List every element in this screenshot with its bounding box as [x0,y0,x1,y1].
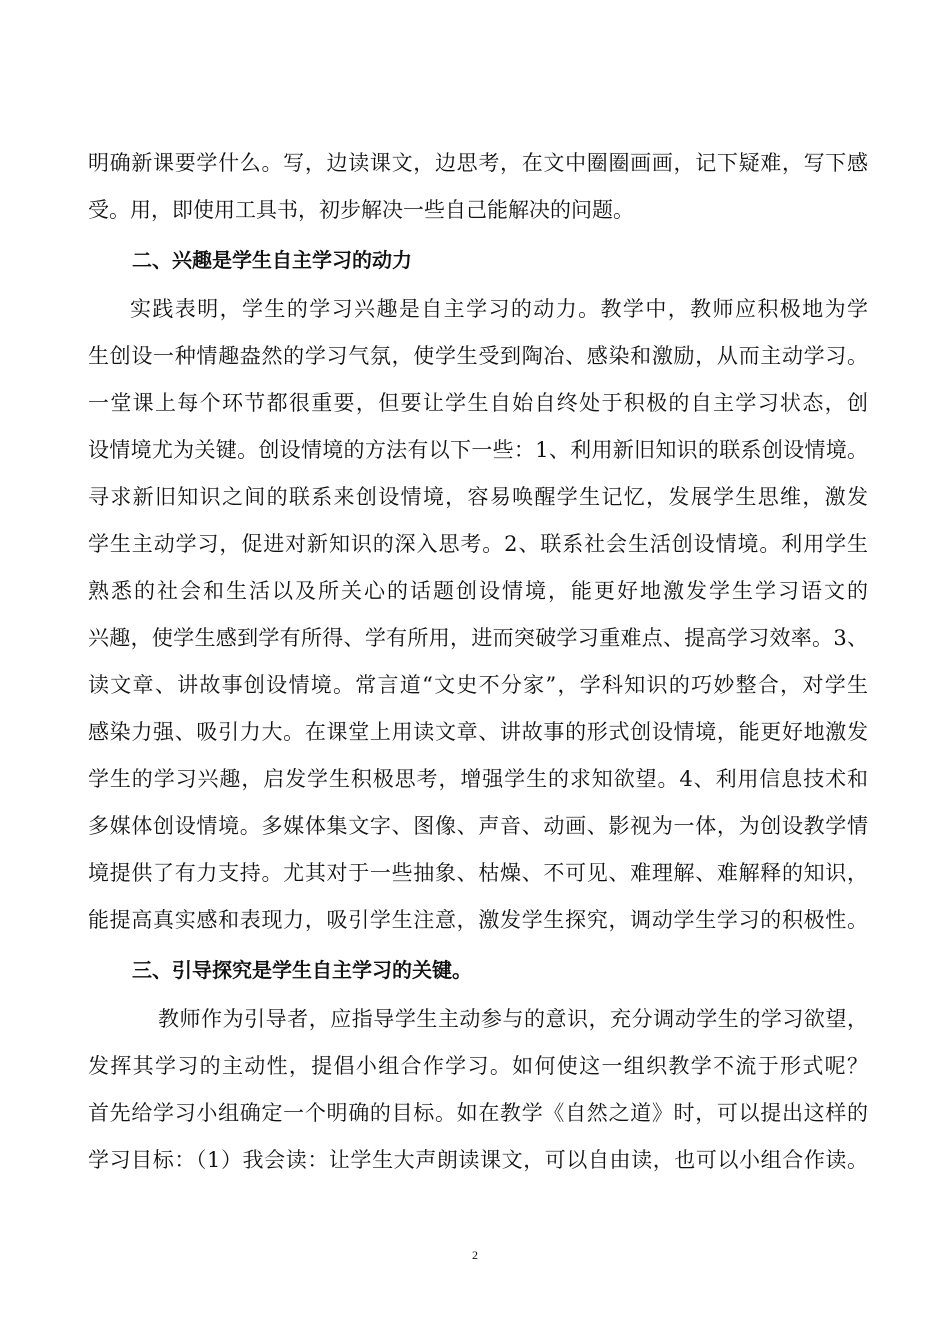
paragraph-line: 学生的学习兴趣，启发学生积极思考，增强学生的求知欲望。4、利用信息技术和 [88,767,868,791]
page-number: 2 [472,1248,478,1262]
paragraph-line: 学习目标：（1）我会读：让学生大声朗读课文，可以自由读，也可以小组合作读。 [88,1148,868,1172]
paragraph-line: 教师作为引导者，应指导学生主动参与的意识，充分调动学生的学习欲望， [158,1007,868,1031]
paragraph-line: 首先给学习小组确定一个明确的目标。如在教学《自然之道》时，可以提出这样的 [88,1101,868,1125]
paragraph-line: 一堂课上每个环节都很重要，但要让学生自始自终处于积极的自主学习状态，创 [88,391,868,415]
paragraph-line: 发挥其学习的主动性，提倡小组合作学习。如何使这一组织教学不流于形式呢？ [88,1054,868,1078]
paragraph-line: 兴趣，使学生感到学有所得、学有所用，进而突破学习重难点、提高学习效率。3、 [88,626,868,650]
section-heading: 三、引导探究是学生自主学习的关键。 [132,958,472,982]
paragraph-line: 实践表明，学生的学习兴趣是自主学习的动力。教学中，教师应积极地为学 [130,297,868,321]
paragraph-line: 受。用，即使用工具书，初步解决一些自己能解决的问题。 [88,198,634,222]
paragraph-line: 明确新课要学什么。写，边读课文，边思考，在文中圈圈画画，记下疑难，写下感 [88,151,868,175]
section-heading: 二、兴趣是学生自主学习的动力 [132,248,412,272]
paragraph-line: 多媒体创设情境。多媒体集文字、图像、声音、动画、影视为一体，为创设教学情 [88,814,868,838]
paragraph-line: 熟悉的社会和生活以及所关心的话题创设情境，能更好地激发学生学习语文的 [88,579,868,603]
paragraph-line: 能提高真实感和表现力，吸引学生注意，激发学生探究，调动学生学习的积极性。 [88,908,868,932]
paragraph-line: 设情境尤为关键。创设情境的方法有以下一些：1、利用新旧知识的联系创设情境。 [88,438,868,462]
paragraph-line: 读文章、讲故事创设情境。常言道“文史不分家”，学科知识的巧妙整合，对学生 [88,673,868,697]
paragraph-line: 生创设一种情趣盎然的学习气氛，使学生受到陶冶、感染和激励，从而主动学习。 [88,344,868,368]
paragraph-line: 学生主动学习，促进对新知识的深入思考。2、联系社会生活创设情境。利用学生 [88,532,868,556]
paragraph-line: 寻求新旧知识之间的联系来创设情境，容易唤醒学生记忆，发展学生思维，激发 [88,485,868,509]
paragraph-line: 境提供了有力支持。尤其对于一些抽象、枯燥、不可见、难理解、难解释的知识， [88,861,868,885]
document-body [88,140,868,1184]
paragraph-line: 感染力强、吸引力大。在课堂上用读文章、讲故事的形式创设情境，能更好地激发 [88,720,868,744]
